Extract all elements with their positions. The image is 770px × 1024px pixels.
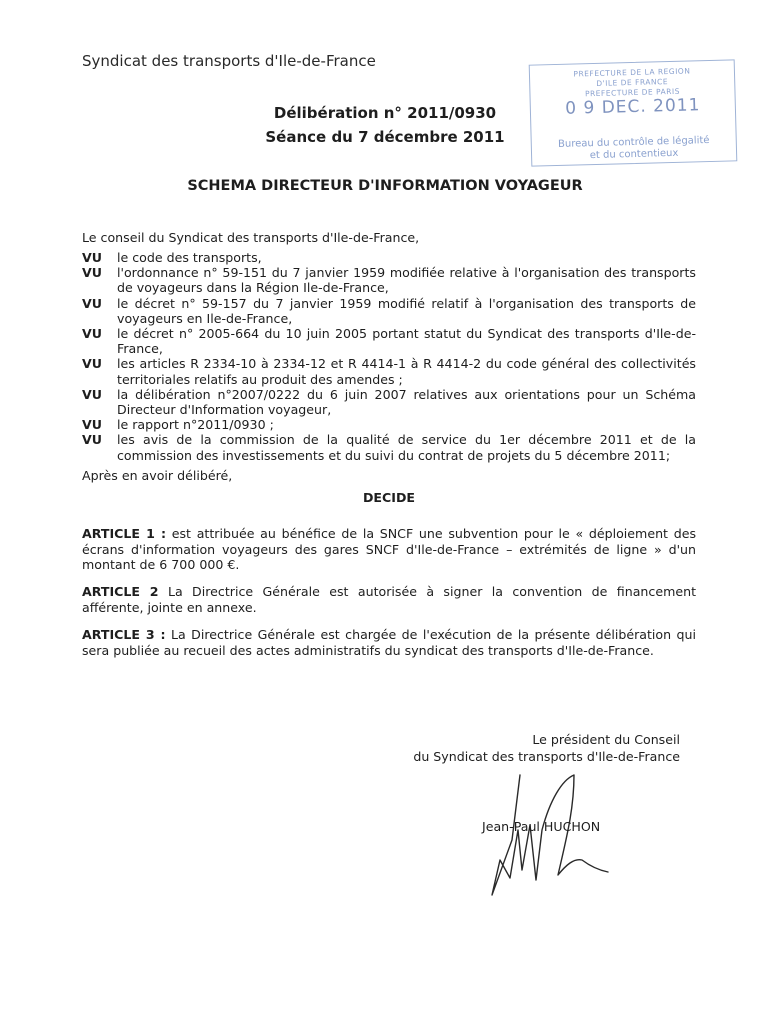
- article-3: [82, 627, 696, 658]
- vu-text: le décret n° 59-157 du 7 janvier 1959 modifié relatif à l'organisation des transports de voyageurs en Ile-de-France,: [117, 295, 696, 326]
- vu-item: [82, 432, 696, 462]
- session-date: Séance du 7 décembre 2011: [265, 128, 505, 146]
- vu-label: VU: [82, 417, 102, 433]
- stamp-line-3: PREFECTURE DE PARIS: [584, 86, 681, 99]
- decide-heading: DECIDE: [362, 490, 416, 505]
- vu-text: l'ordonnance n° 59-151 du 7 janvier 1959 modifiée relative à l'organisation des transports de voyageurs dans la Région Ile-de-France,: [117, 265, 696, 296]
- stamp-line-2: D'ILE DE FRANCE: [596, 77, 669, 88]
- stamp-line-4: Bureau du contrôle de légalité: [557, 135, 710, 150]
- vu-text: le rapport n°2011/0930 ;: [117, 417, 274, 433]
- article-2: [82, 584, 696, 615]
- article-text: La Directrice Générale est autorisée à signer la convention de financement afférente, jointe en annexe.: [82, 584, 697, 615]
- after-deliberation: Après en avoir délibéré,: [82, 468, 233, 483]
- signatory-organization: du Syndicat des transports d'Ile-de-France: [413, 749, 680, 764]
- vu-label: VU: [82, 386, 102, 402]
- stamp-line-1: PREFECTURE DE LA REGION: [573, 66, 691, 79]
- vu-label: VU: [82, 356, 102, 372]
- vu-item: [82, 417, 696, 432]
- signatory-title: Le président du Conseil: [532, 732, 680, 747]
- vu-item: [82, 326, 696, 356]
- stamp-line-5: et du contentieux: [589, 147, 679, 162]
- article-text: La Directrice Générale est chargée de l'exécution de la présente délibération qui sera publiée au recueil des actes administratifs du syndicat des transports d'Ile-de-France.: [82, 627, 697, 658]
- article-text: est attribuée au bénéfice de la SNCF une subvention pour le « déploiement des écrans d'information voyageurs des gares SNCF d'Ile-de-France – extrémités de ligne » d'un montant de 6 700 000 €.: [82, 526, 697, 573]
- vu-label: VU: [82, 326, 102, 342]
- vu-label: VU: [82, 295, 102, 311]
- vu-label: VU: [82, 265, 102, 281]
- vu-text: le code des transports,: [117, 250, 262, 265]
- handwritten-signature: [470, 770, 610, 910]
- vu-text: les avis de la commission de la qualité de service du 1er décembre 2011 et de la commission des investissements et du suivi du contrat de projets du 5 décembre 2011;: [117, 432, 696, 463]
- signatory-name: Jean-Paul HUCHON: [482, 819, 601, 834]
- vu-item: [82, 296, 696, 326]
- article-1: [82, 526, 696, 573]
- deliberation-number: Délibération n° 2011/0930: [273, 104, 497, 122]
- vu-item: [82, 356, 696, 386]
- vu-item: [82, 387, 696, 417]
- article-label: ARTICLE 3 :: [82, 627, 166, 642]
- article-label: ARTICLE 2: [82, 584, 159, 599]
- vu-list: [82, 250, 696, 463]
- vu-text: la délibération n°2007/0222 du 6 juin 2007 relatives aux orientations pour un Schéma Directeur d'Information voyageur,: [117, 386, 696, 418]
- organization-header: Syndicat des transports d'Ile-de-France: [82, 52, 376, 70]
- article-label: ARTICLE 1 :: [82, 526, 167, 541]
- document-subject: SCHEMA DIRECTEUR D'INFORMATION VOYAGEUR: [187, 178, 583, 194]
- intro-text: Le conseil du Syndicat des transports d'Ile-de-France,: [82, 230, 420, 245]
- vu-label: VU: [82, 432, 102, 448]
- vu-item: [82, 250, 696, 265]
- vu-text: le décret n° 2005-664 du 10 juin 2005 portant statut du Syndicat des transports d'Ile-de-France,: [117, 326, 696, 357]
- vu-text: les articles R 2334-10 à 2334-12 et R 4414-1 à R 4414-2 du code général des collectivités territoriales relatifs au produit des amendes ;: [117, 356, 696, 387]
- vu-label: VU: [82, 250, 102, 265]
- stamp-date: 0 9 DEC. 2011: [564, 95, 701, 119]
- vu-item: [82, 265, 696, 295]
- signature-block: [400, 731, 680, 765]
